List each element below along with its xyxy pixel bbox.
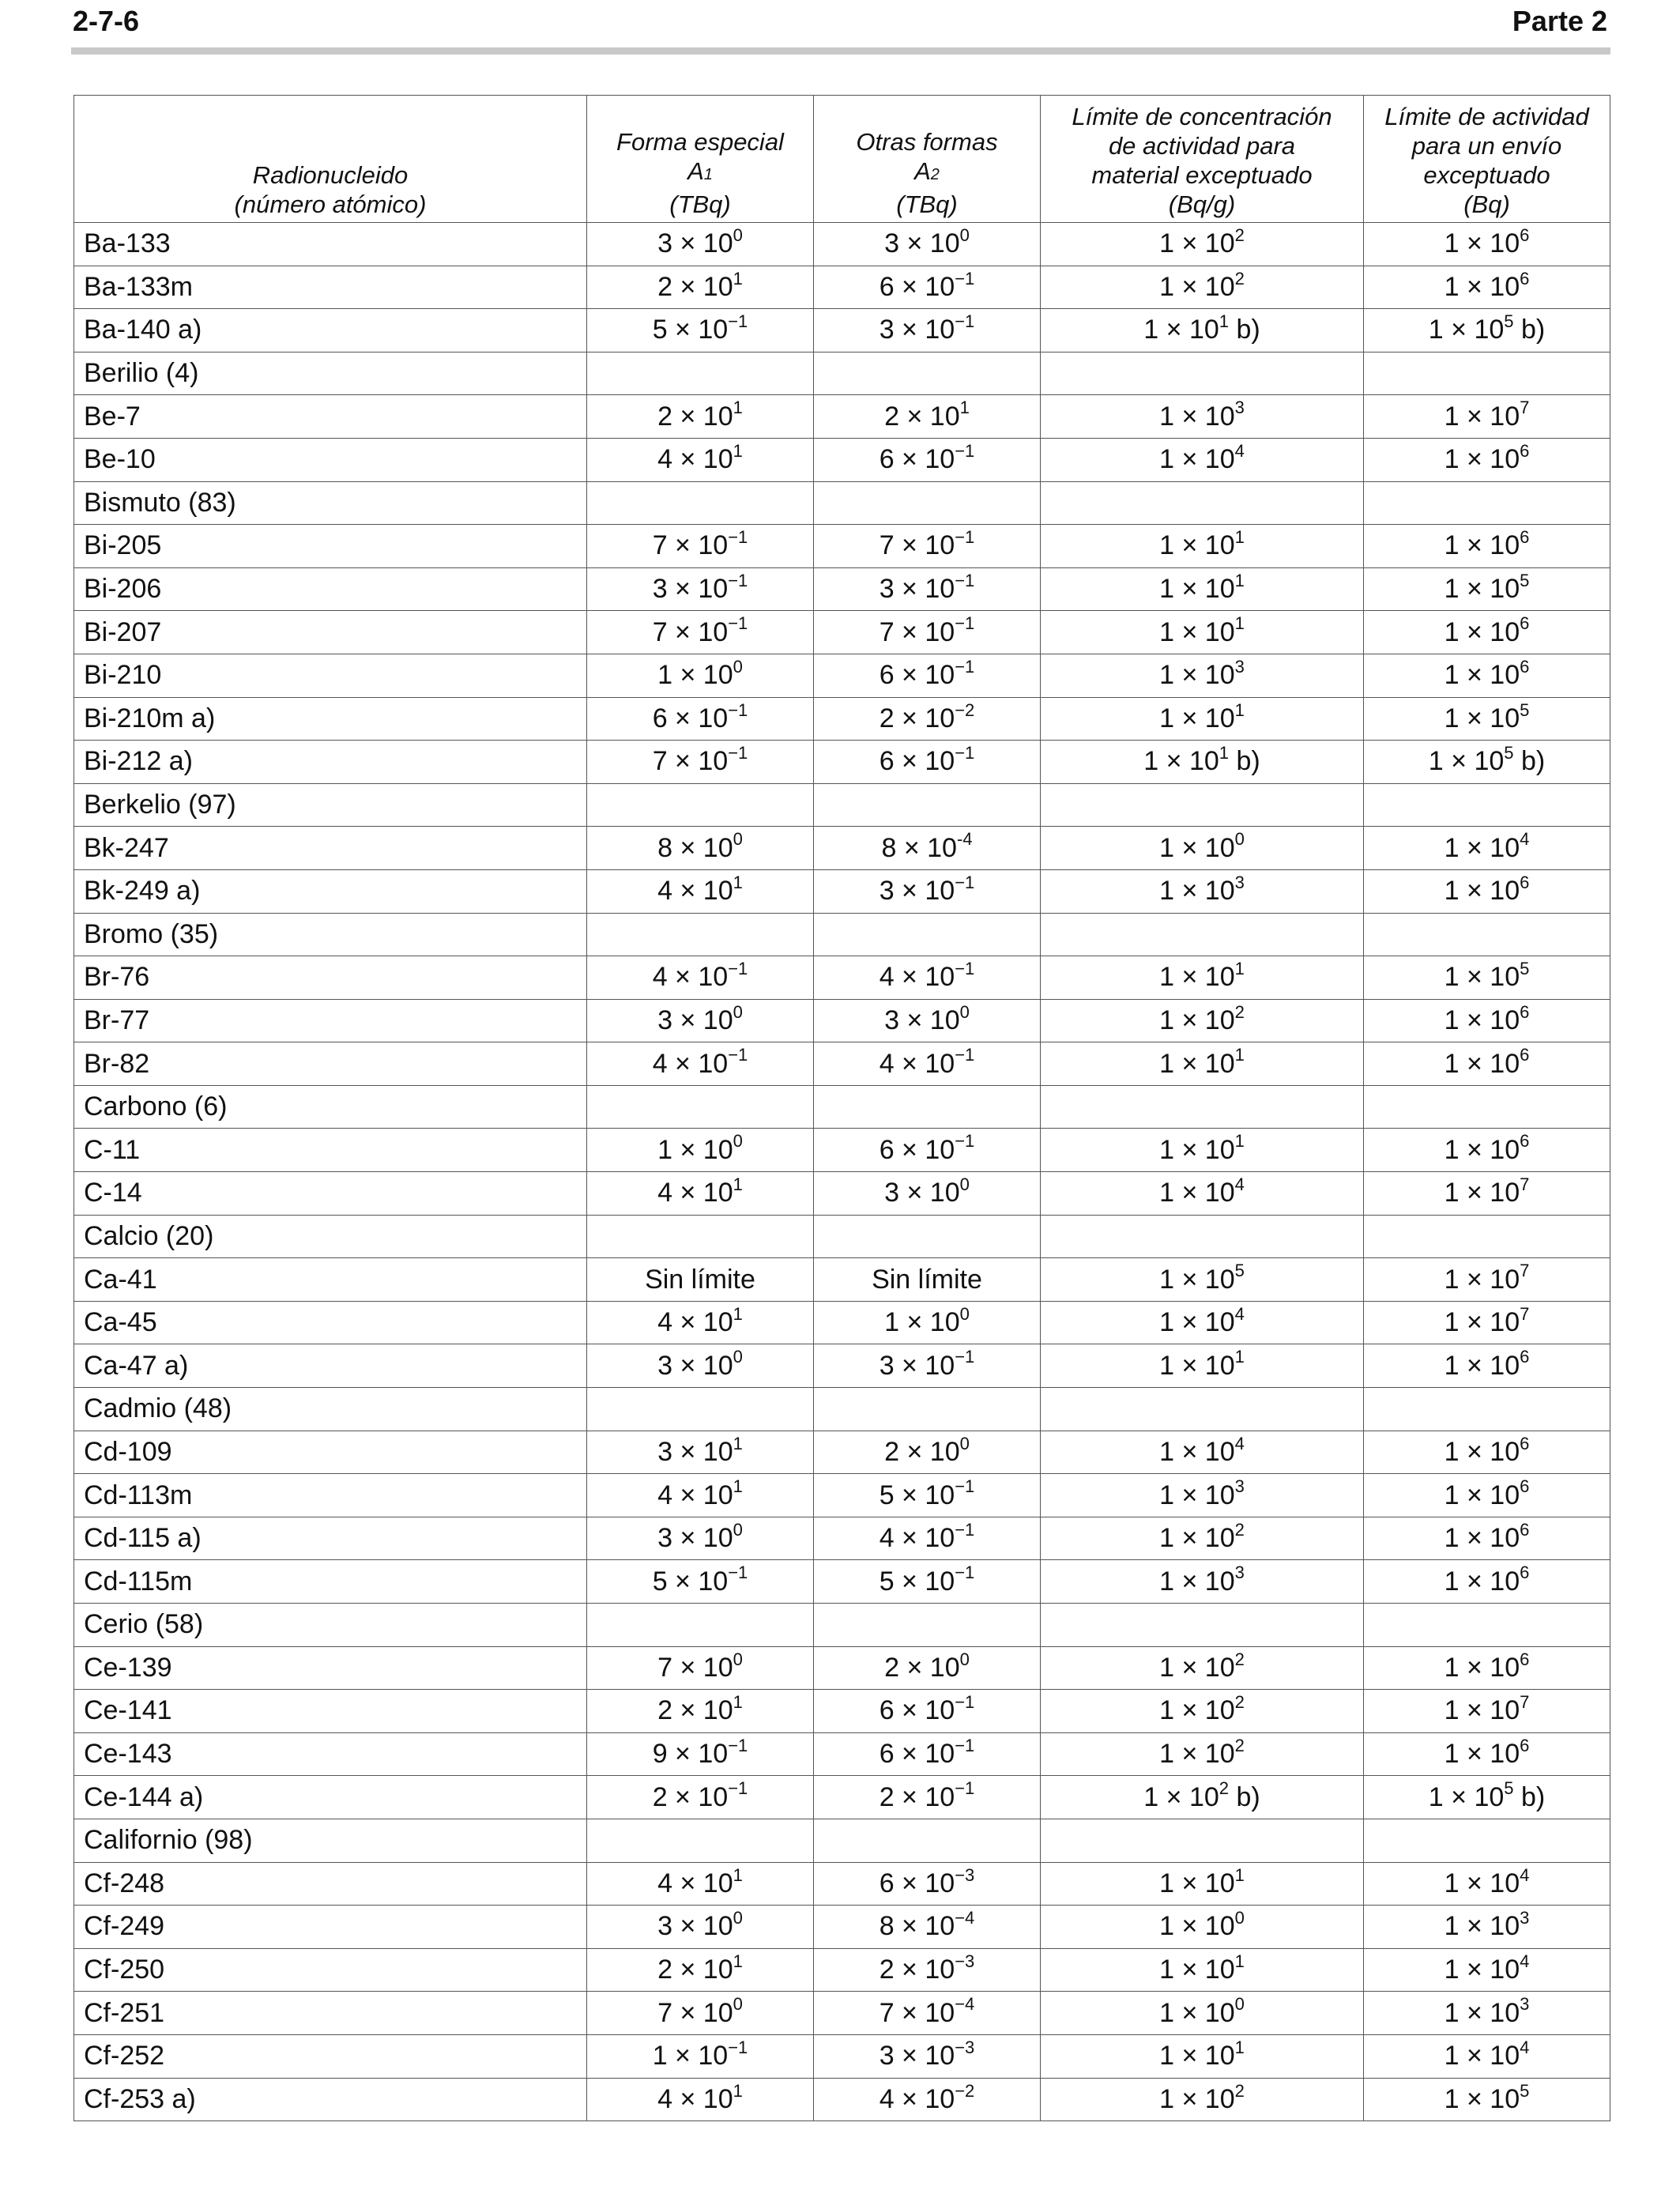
concentration-limit-cell: $1 \times 10^2$: [1041, 1690, 1364, 1733]
activity-limit-cell: $1 \times 10^3$: [1364, 1992, 1610, 2035]
a1-cell: $4 \times 10^1$: [587, 438, 814, 481]
activity-limit-cell: [1364, 1388, 1610, 1431]
radionuclide-cell: Be-7: [74, 395, 587, 439]
a1-cell: [587, 1085, 814, 1129]
concentration-limit-cell: $1 \times 10^4$: [1041, 1172, 1364, 1216]
element-group-row: [74, 1085, 1610, 1129]
table-row: [74, 999, 1610, 1042]
a1-cell: $3 \times 10^0$: [587, 1906, 814, 1949]
element-group-row: [74, 913, 1610, 956]
radionuclide-cell: Br-77: [74, 999, 587, 1042]
table-row: [74, 266, 1610, 309]
radionuclide-cell: Bk-249 a): [74, 869, 587, 913]
a2-cell: $6 \times 10^{-1}$: [814, 266, 1041, 309]
a1-cell: $7 \times 10^{-1}$: [587, 525, 814, 568]
a2-cell: $2 \times 10^0$: [814, 1431, 1041, 1474]
radionuclide-cell: Cd-115m: [74, 1560, 587, 1604]
a1-cell: [587, 1819, 814, 1862]
table-row: [74, 654, 1610, 697]
activity-limit-cell: $1 \times 10^6$: [1364, 1474, 1610, 1517]
element-group-row: [74, 1388, 1610, 1431]
a1-cell: $1 \times 10^0$: [587, 654, 814, 697]
a2-cell: $6 \times 10^{-1}$: [814, 741, 1041, 784]
table-header-row: [74, 96, 1610, 223]
activity-limit-cell: $1 \times 10^6$: [1364, 438, 1610, 481]
concentration-limit-cell: $1 \times 10^4$: [1041, 1301, 1364, 1344]
table-row: [74, 1992, 1610, 2035]
activity-limit-cell: $1 \times 10^4$: [1364, 827, 1610, 870]
a1-cell: $3 \times 10^0$: [587, 1344, 814, 1388]
radionuclide-cell: Ca-47 a): [74, 1344, 587, 1388]
a2-cell: $5 \times 10^{-1}$: [814, 1474, 1041, 1517]
a2-cell: $6 \times 10^{-1}$: [814, 438, 1041, 481]
a2-cell: $6 \times 10^{-1}$: [814, 1690, 1041, 1733]
activity-limit-cell: $1 \times 10^7$: [1364, 1690, 1610, 1733]
table-row: [74, 1906, 1610, 1949]
activity-limit-cell: $1 \times 10^5$: [1364, 567, 1610, 611]
a2-cell: $3 \times 10^0$: [814, 1172, 1041, 1216]
a2-cell: $6 \times 10^{-3}$: [814, 1862, 1041, 1906]
concentration-limit-cell: $1 \times 10^1$: [1041, 1129, 1364, 1172]
radionuclide-cell: Berilio (4): [74, 352, 587, 395]
concentration-limit-cell: $1 \times 10^1$ b): [1041, 309, 1364, 352]
a1-cell: $4 \times 10^{-1}$: [587, 1042, 814, 1086]
radionuclide-cell: Bi-207: [74, 611, 587, 654]
a2-cell: $3 \times 10^0$: [814, 999, 1041, 1042]
concentration-limit-cell: $1 \times 10^0$: [1041, 1906, 1364, 1949]
concentration-limit-cell: [1041, 1604, 1364, 1647]
a1-cell: $2 \times 10^1$: [587, 266, 814, 309]
element-group-row: [74, 1819, 1610, 1862]
concentration-limit-cell: $1 \times 10^1$: [1041, 697, 1364, 741]
a2-cell: $3 \times 10^{-1}$: [814, 1344, 1041, 1388]
a1-cell: Sin límite: [587, 1258, 814, 1302]
element-group-row: [74, 1604, 1610, 1647]
concentration-limit-cell: $1 \times 10^2$ b): [1041, 1776, 1364, 1819]
radionuclide-cell: Ba-133m: [74, 266, 587, 309]
concentration-limit-cell: $1 \times 10^2$: [1041, 999, 1364, 1042]
concentration-limit-cell: $1 \times 10^0$: [1041, 1992, 1364, 2035]
a2-cell: $7 \times 10^{-1}$: [814, 611, 1041, 654]
radionuclide-cell: Cf-253 a): [74, 2078, 587, 2121]
radionuclide-cell: Cf-250: [74, 1948, 587, 1992]
radionuclide-cell: Cd-109: [74, 1431, 587, 1474]
a2-cell: $3 \times 10^{-1}$: [814, 869, 1041, 913]
table-row: [74, 395, 1610, 439]
activity-limit-cell: [1364, 1085, 1610, 1129]
concentration-limit-cell: $1 \times 10^2$: [1041, 223, 1364, 266]
concentration-limit-cell: [1041, 1085, 1364, 1129]
table-row: [74, 956, 1610, 1000]
table-row: [74, 1042, 1610, 1086]
table-row: [74, 1301, 1610, 1344]
table-row: [74, 1690, 1610, 1733]
a2-cell: $2 \times 10^1$: [814, 395, 1041, 439]
header-special-form-a1: Forma especial A1 (TBq): [587, 96, 814, 223]
radionuclide-cell: Ca-41: [74, 1258, 587, 1302]
a2-cell: $2 \times 10^0$: [814, 1646, 1041, 1690]
radionuclide-cell: Bromo (35): [74, 913, 587, 956]
a1-cell: $3 \times 10^0$: [587, 223, 814, 266]
concentration-limit-cell: [1041, 1215, 1364, 1258]
a2-cell: [814, 1215, 1041, 1258]
a2-cell: $7 \times 10^{-1}$: [814, 525, 1041, 568]
a2-cell: [814, 1085, 1041, 1129]
a1-cell: $2 \times 10^{-1}$: [587, 1776, 814, 1819]
a2-cell: $6 \times 10^{-1}$: [814, 654, 1041, 697]
activity-limit-cell: [1364, 1215, 1610, 1258]
a1-cell: $3 \times 10^0$: [587, 999, 814, 1042]
a1-cell: [587, 783, 814, 827]
radionuclide-cell: Ba-133: [74, 223, 587, 266]
a1-cell: $4 \times 10^1$: [587, 1172, 814, 1216]
a2-cell: $1 \times 10^0$: [814, 1301, 1041, 1344]
radionuclide-cell: Ca-45: [74, 1301, 587, 1344]
table-row: [74, 1517, 1610, 1560]
concentration-limit-cell: [1041, 783, 1364, 827]
a1-cell: [587, 352, 814, 395]
table-row: [74, 1862, 1610, 1906]
a2-cell: $3 \times 10^{-3}$: [814, 2034, 1041, 2078]
concentration-limit-cell: [1041, 352, 1364, 395]
radionuclide-cell: Bi-206: [74, 567, 587, 611]
a2-cell: $6 \times 10^{-1}$: [814, 1732, 1041, 1776]
concentration-limit-cell: $1 \times 10^1$: [1041, 567, 1364, 611]
radionuclide-cell: Calcio (20): [74, 1215, 587, 1258]
a2-cell: [814, 913, 1041, 956]
a1-cell: $7 \times 10^0$: [587, 1992, 814, 2035]
concentration-limit-cell: $1 \times 10^2$: [1041, 1517, 1364, 1560]
a1-cell: $9 \times 10^{-1}$: [587, 1732, 814, 1776]
radionuclide-cell: Bi-212 a): [74, 741, 587, 784]
table-row: [74, 1431, 1610, 1474]
element-group-row: [74, 481, 1610, 525]
activity-limit-cell: $1 \times 10^6$: [1364, 525, 1610, 568]
activity-limit-cell: $1 \times 10^5$: [1364, 956, 1610, 1000]
concentration-limit-cell: $1 \times 10^3$: [1041, 1474, 1364, 1517]
radionuclide-cell: C-14: [74, 1172, 587, 1216]
activity-limit-cell: [1364, 352, 1610, 395]
table-row: [74, 1129, 1610, 1172]
table-row: [74, 611, 1610, 654]
a1-cell: $7 \times 10^{-1}$: [587, 741, 814, 784]
radionuclide-cell: Cadmio (48): [74, 1388, 587, 1431]
a2-cell: $3 \times 10^0$: [814, 223, 1041, 266]
a1-cell: [587, 1215, 814, 1258]
a2-cell: $8 \times 10^{-4}$: [814, 827, 1041, 870]
a2-cell: $2 \times 10^{-2}$: [814, 697, 1041, 741]
concentration-limit-cell: $1 \times 10^1$ b): [1041, 741, 1364, 784]
table-row: [74, 223, 1610, 266]
activity-limit-cell: $1 \times 10^6$: [1364, 1732, 1610, 1776]
activity-limit-cell: $1 \times 10^6$: [1364, 611, 1610, 654]
table-row: [74, 827, 1610, 870]
concentration-limit-cell: $1 \times 10^3$: [1041, 869, 1364, 913]
activity-limit-cell: $1 \times 10^6$: [1364, 266, 1610, 309]
activity-limit-cell: $1 \times 10^6$: [1364, 869, 1610, 913]
a1-cell: [587, 1388, 814, 1431]
a2-cell: $4 \times 10^{-2}$: [814, 2078, 1041, 2121]
table-row: [74, 1474, 1610, 1517]
a1-cell: $2 \times 10^1$: [587, 1948, 814, 1992]
a1-cell: $3 \times 10^1$: [587, 1431, 814, 1474]
radionuclide-cell: Be-10: [74, 438, 587, 481]
page-number: 2-7-6: [73, 5, 140, 37]
a1-cell: $4 \times 10^1$: [587, 1862, 814, 1906]
table-row: [74, 438, 1610, 481]
a1-cell: $5 \times 10^{-1}$: [587, 309, 814, 352]
element-group-row: [74, 352, 1610, 395]
table-row: [74, 1776, 1610, 1819]
radionuclide-cell: Cf-251: [74, 1992, 587, 2035]
radionuclide-cell: C-11: [74, 1129, 587, 1172]
header-other-forms-a2: Otras formas A2 (TBq): [814, 96, 1041, 223]
a1-cell: [587, 1604, 814, 1647]
activity-limit-cell: $1 \times 10^6$: [1364, 223, 1610, 266]
radionuclide-cell: Cf-252: [74, 2034, 587, 2078]
a2-cell: $3 \times 10^{-1}$: [814, 309, 1041, 352]
table-row: [74, 2034, 1610, 2078]
a2-cell: [814, 783, 1041, 827]
a1-cell: $4 \times 10^1$: [587, 1474, 814, 1517]
activity-limit-cell: [1364, 1604, 1610, 1647]
a2-cell: $4 \times 10^{-1}$: [814, 1517, 1041, 1560]
activity-limit-cell: $1 \times 10^6$: [1364, 1344, 1610, 1388]
table-body: [74, 223, 1610, 2121]
section-label: Parte 2: [1512, 5, 1607, 37]
concentration-limit-cell: $1 \times 10^4$: [1041, 1431, 1364, 1474]
activity-limit-cell: $1 \times 10^7$: [1364, 1258, 1610, 1302]
concentration-limit-cell: $1 \times 10^1$: [1041, 956, 1364, 1000]
radionuclide-cell: Berkelio (97): [74, 783, 587, 827]
a2-cell: [814, 1388, 1041, 1431]
concentration-limit-cell: $1 \times 10^2$: [1041, 1732, 1364, 1776]
radionuclide-cell: Cd-113m: [74, 1474, 587, 1517]
element-group-row: [74, 1215, 1610, 1258]
a1-cell: $4 \times 10^1$: [587, 2078, 814, 2121]
a1-cell: $7 \times 10^{-1}$: [587, 611, 814, 654]
activity-limit-cell: $1 \times 10^6$: [1364, 1129, 1610, 1172]
table-row: [74, 1258, 1610, 1302]
concentration-limit-cell: $1 \times 10^1$: [1041, 611, 1364, 654]
concentration-limit-cell: $1 \times 10^0$: [1041, 827, 1364, 870]
activity-limit-cell: $1 \times 10^4$: [1364, 1862, 1610, 1906]
a2-cell: [814, 1604, 1041, 1647]
a1-cell: $6 \times 10^{-1}$: [587, 697, 814, 741]
table-row: [74, 567, 1610, 611]
concentration-limit-cell: $1 \times 10^3$: [1041, 395, 1364, 439]
radionuclide-cell: Bi-210: [74, 654, 587, 697]
activity-limit-cell: $1 \times 10^6$: [1364, 999, 1610, 1042]
a1-cell: $2 \times 10^1$: [587, 1690, 814, 1733]
a2-cell: $5 \times 10^{-1}$: [814, 1560, 1041, 1604]
a2-cell: $2 \times 10^{-1}$: [814, 1776, 1041, 1819]
a1-cell: [587, 913, 814, 956]
activity-limit-cell: $1 \times 10^7$: [1364, 395, 1610, 439]
radionuclide-cell: Ce-144 a): [74, 1776, 587, 1819]
a2-cell: $2 \times 10^{-3}$: [814, 1948, 1041, 1992]
concentration-limit-cell: $1 \times 10^1$: [1041, 1862, 1364, 1906]
a2-cell: $3 \times 10^{-1}$: [814, 567, 1041, 611]
a1-cell: $1 \times 10^{-1}$: [587, 2034, 814, 2078]
radionuclide-cell: Cerio (58): [74, 1604, 587, 1647]
a1-cell: $2 \times 10^1$: [587, 395, 814, 439]
concentration-limit-cell: $1 \times 10^1$: [1041, 1042, 1364, 1086]
table-row: [74, 697, 1610, 741]
table-row: [74, 525, 1610, 568]
concentration-limit-cell: $1 \times 10^1$: [1041, 1948, 1364, 1992]
activity-limit-cell: $1 \times 10^6$: [1364, 1517, 1610, 1560]
table-row: [74, 2078, 1610, 2121]
table-row: [74, 309, 1610, 352]
activity-limit-cell: $1 \times 10^4$: [1364, 1948, 1610, 1992]
a1-cell: $4 \times 10^{-1}$: [587, 956, 814, 1000]
activity-limit-cell: [1364, 1819, 1610, 1862]
a2-cell: $6 \times 10^{-1}$: [814, 1129, 1041, 1172]
radionuclide-cell: Californio (98): [74, 1819, 587, 1862]
activity-limit-cell: $1 \times 10^7$: [1364, 1172, 1610, 1216]
radionuclide-cell: Bi-205: [74, 525, 587, 568]
table-row: [74, 1948, 1610, 1992]
a1-cell: [587, 481, 814, 525]
radionuclide-cell: Ba-140 a): [74, 309, 587, 352]
concentration-limit-cell: $1 \times 10^2$: [1041, 2078, 1364, 2121]
table-row: [74, 1560, 1610, 1604]
radionuclide-cell: Bi-210m a): [74, 697, 587, 741]
table-row: [74, 1646, 1610, 1690]
concentration-limit-cell: $1 \times 10^2$: [1041, 1646, 1364, 1690]
activity-limit-cell: $1 \times 10^5$: [1364, 2078, 1610, 2121]
radionuclide-cell: Bk-247: [74, 827, 587, 870]
a2-cell: [814, 352, 1041, 395]
radionuclide-cell: Carbono (6): [74, 1085, 587, 1129]
activity-limit-cell: $1 \times 10^6$: [1364, 1431, 1610, 1474]
table-row: [74, 1344, 1610, 1388]
radionuclide-cell: Bismuto (83): [74, 481, 587, 525]
radionuclide-cell: Cd-115 a): [74, 1517, 587, 1560]
concentration-limit-cell: [1041, 1819, 1364, 1862]
concentration-limit-cell: $1 \times 10^3$: [1041, 1560, 1364, 1604]
radionuclide-table: [73, 95, 1610, 2121]
activity-limit-cell: [1364, 481, 1610, 525]
activity-limit-cell: $1 \times 10^5$ b): [1364, 309, 1610, 352]
a2-cell: $8 \times 10^{-4}$: [814, 1906, 1041, 1949]
a2-cell: $7 \times 10^{-4}$: [814, 1992, 1041, 2035]
activity-limit-cell: $1 \times 10^4$: [1364, 2034, 1610, 2078]
concentration-limit-cell: $1 \times 10^1$: [1041, 1344, 1364, 1388]
radionuclide-cell: Ce-141: [74, 1690, 587, 1733]
concentration-limit-cell: [1041, 1388, 1364, 1431]
table-row: [74, 1732, 1610, 1776]
radionuclide-cell: Cf-249: [74, 1906, 587, 1949]
activity-limit-cell: $1 \times 10^6$: [1364, 1042, 1610, 1086]
activity-limit-cell: $1 \times 10^6$: [1364, 654, 1610, 697]
header-radionuclide: Radionucleido (número atómico): [74, 96, 587, 223]
a1-cell: $3 \times 10^0$: [587, 1517, 814, 1560]
a2-cell: $4 \times 10^{-1}$: [814, 1042, 1041, 1086]
activity-limit-cell: $1 \times 10^7$: [1364, 1301, 1610, 1344]
radionuclide-cell: Ce-143: [74, 1732, 587, 1776]
concentration-limit-cell: $1 \times 10^1$: [1041, 525, 1364, 568]
element-group-row: [74, 783, 1610, 827]
radionuclide-cell: Cf-248: [74, 1862, 587, 1906]
a1-cell: $8 \times 10^0$: [587, 827, 814, 870]
table-row: [74, 741, 1610, 784]
a1-cell: $5 \times 10^{-1}$: [587, 1560, 814, 1604]
header-activity-limit: Límite de actividad para un envío exceptuado (Bq): [1364, 96, 1610, 223]
radionuclide-cell: Br-76: [74, 956, 587, 1000]
a1-cell: $4 \times 10^1$: [587, 1301, 814, 1344]
concentration-limit-cell: $1 \times 10^3$: [1041, 654, 1364, 697]
table-row: [74, 869, 1610, 913]
activity-limit-cell: $1 \times 10^6$: [1364, 1560, 1610, 1604]
header-divider: [71, 47, 1610, 55]
radionuclide-cell: Ce-139: [74, 1646, 587, 1690]
activity-limit-cell: $1 \times 10^3$: [1364, 1906, 1610, 1949]
activity-limit-cell: [1364, 913, 1610, 956]
a2-cell: [814, 1819, 1041, 1862]
concentration-limit-cell: $1 \times 10^4$: [1041, 438, 1364, 481]
concentration-limit-cell: $1 \times 10^5$: [1041, 1258, 1364, 1302]
concentration-limit-cell: [1041, 481, 1364, 525]
a2-cell: Sin límite: [814, 1258, 1041, 1302]
a2-cell: [814, 481, 1041, 525]
concentration-limit-cell: $1 \times 10^1$: [1041, 2034, 1364, 2078]
activity-limit-cell: $1 \times 10^6$: [1364, 1646, 1610, 1690]
activity-limit-cell: $1 \times 10^5$ b): [1364, 741, 1610, 784]
concentration-limit-cell: [1041, 913, 1364, 956]
a2-cell: $4 \times 10^{-1}$: [814, 956, 1041, 1000]
table-row: [74, 1172, 1610, 1216]
a1-cell: $1 \times 10^0$: [587, 1129, 814, 1172]
a1-cell: $7 \times 10^0$: [587, 1646, 814, 1690]
a1-cell: $4 \times 10^1$: [587, 869, 814, 913]
concentration-limit-cell: $1 \times 10^2$: [1041, 266, 1364, 309]
header-concentration-limit: Límite de concentración de actividad para material exceptuado (Bq/g): [1041, 96, 1364, 223]
activity-limit-cell: [1364, 783, 1610, 827]
activity-limit-cell: $1 \times 10^5$: [1364, 697, 1610, 741]
a1-cell: $3 \times 10^{-1}$: [587, 567, 814, 611]
activity-limit-cell: $1 \times 10^5$ b): [1364, 1776, 1610, 1819]
radionuclide-cell: Br-82: [74, 1042, 587, 1086]
